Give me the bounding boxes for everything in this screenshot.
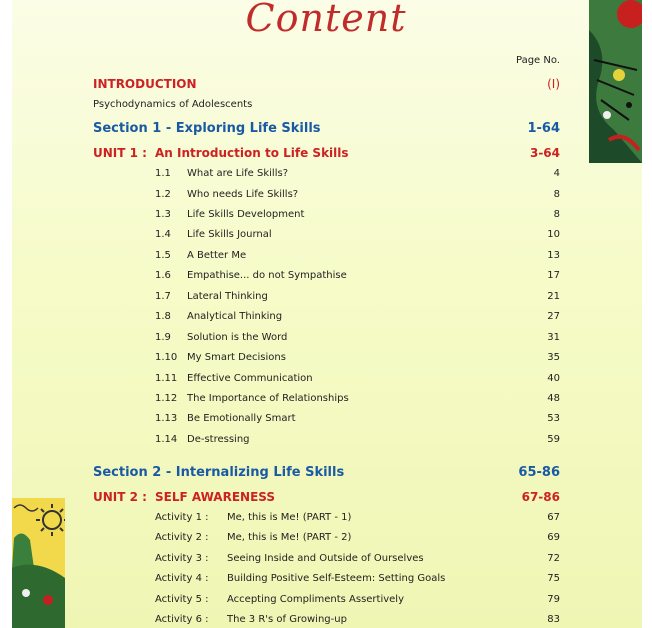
activity-page: 67 [547, 512, 560, 523]
item-title: Lateral Thinking [187, 291, 268, 302]
item-number: 1.5 [155, 250, 171, 261]
activity-label: Activity 3 : [155, 553, 209, 564]
item-page: 31 [547, 332, 560, 343]
item-title: Who needs Life Skills? [187, 189, 299, 200]
item-number: 1.3 [155, 209, 171, 220]
item-number: 1.13 [155, 413, 178, 424]
activity-label: Activity 6 : [155, 614, 209, 625]
section-1-pages: 1-64 [527, 121, 560, 136]
unit-2-pages: 67-86 [521, 490, 560, 504]
item-number: 1.4 [155, 229, 171, 240]
item-number: 1.2 [155, 189, 171, 200]
activity-title: Me, this is Me! (PART - 1) [227, 512, 352, 523]
page-title: Content [245, 0, 407, 40]
section-2-heading: Section 2 - Internalizing Life Skills [93, 465, 345, 480]
item-title: Life Skills Development [187, 209, 305, 220]
activity-label: Activity 2 : [155, 532, 209, 543]
activity-label: Activity 4 : [155, 573, 209, 584]
item-page: 53 [547, 413, 560, 424]
psychodynamics-line: Psychodynamics of Adolescents [93, 99, 253, 110]
page-no-header: Page No. [516, 55, 560, 66]
activity-title: Seeing Inside and Outside of Ourselves [227, 553, 424, 564]
item-page: 8 [553, 189, 560, 200]
item-page: 48 [547, 393, 560, 404]
item-page: 21 [547, 291, 560, 302]
item-page: 4 [553, 168, 560, 179]
item-number: 1.14 [155, 434, 178, 445]
activity-page: 79 [547, 594, 560, 605]
activity-page: 72 [547, 553, 560, 564]
item-title: Effective Communication [187, 373, 313, 384]
activity-page: 83 [547, 614, 560, 625]
unit-1-pages: 3-64 [529, 146, 560, 160]
unit-2-title: SELF AWARENESS [155, 490, 276, 504]
item-page: 35 [547, 352, 560, 363]
item-number: 1.8 [155, 311, 171, 322]
item-title: De-stressing [187, 434, 250, 445]
introduction-page: (I) [547, 77, 560, 91]
activity-page: 69 [547, 532, 560, 543]
section-1-heading: Section 1 - Exploring Life Skills [93, 121, 321, 136]
unit-1-title: An Introduction to Life Skills [155, 146, 349, 160]
activity-title: Building Positive Self-Esteem: Setting Goals [227, 573, 446, 584]
item-title: Solution is the Word [187, 332, 288, 343]
item-page: 59 [547, 434, 560, 445]
activity-title: Me, this is Me! (PART - 2) [227, 532, 352, 543]
activity-label: Activity 5 : [155, 594, 209, 605]
item-number: 1.9 [155, 332, 171, 343]
item-number: 1.1 [155, 168, 171, 179]
item-title: Analytical Thinking [187, 311, 283, 322]
activity-title: The 3 R's of Growing-up [227, 614, 347, 625]
item-title: The Importance of Relationships [187, 393, 349, 404]
item-title: Life Skills Journal [187, 229, 272, 240]
item-number: 1.11 [155, 373, 178, 384]
item-page: 27 [547, 311, 560, 322]
unit-1-label: UNIT 1 : [93, 146, 147, 160]
section-2-pages: 65-86 [518, 465, 560, 480]
item-number: 1.10 [155, 352, 178, 363]
item-page: 40 [547, 373, 560, 384]
activity-page: 75 [547, 573, 560, 584]
item-page: 13 [547, 250, 560, 261]
item-title: My Smart Decisions [187, 352, 286, 363]
decorative-artwork-bottom-left [12, 498, 65, 628]
item-number: 1.6 [155, 270, 171, 281]
item-title: A Better Me [187, 250, 247, 261]
item-title: Empathise... do not Sympathise [187, 270, 347, 281]
item-title: What are Life Skills? [187, 168, 288, 179]
item-number: 1.7 [155, 291, 171, 302]
item-number: 1.12 [155, 393, 178, 404]
activity-title: Accepting Compliments Assertively [227, 594, 405, 605]
item-page: 17 [547, 270, 560, 281]
unit-2-label: UNIT 2 : [93, 490, 147, 504]
item-page: 8 [553, 209, 560, 220]
activity-label: Activity 1 : [155, 512, 209, 523]
introduction-heading: INTRODUCTION [93, 77, 197, 91]
item-title: Be Emotionally Smart [187, 413, 296, 424]
item-page: 10 [547, 229, 560, 240]
